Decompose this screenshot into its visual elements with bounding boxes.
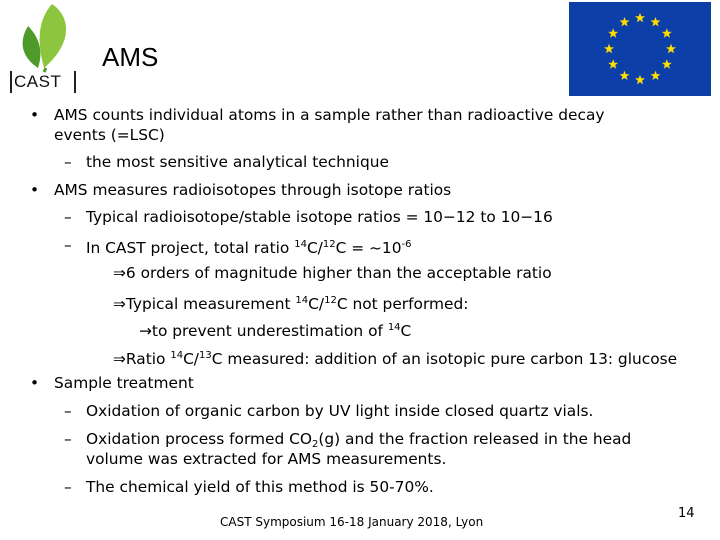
- implies-item: ⇒Typical measurement $^{14}$C/$^{12}$C not performed:: [113, 295, 469, 313]
- arrow-item: →to prevent underestimation of $^{14}$C: [139, 322, 412, 340]
- dash-icon: –: [64, 236, 72, 254]
- bullet-icon: •: [30, 374, 40, 392]
- implies-item: ⇒6 orders of magnitude higher than the acceptable ratio: [113, 264, 552, 282]
- sub-bullet: The chemical yield of this method is 50-70%.: [86, 478, 434, 496]
- dash-icon: –: [64, 430, 72, 448]
- dash-icon: –: [64, 402, 72, 420]
- dash-icon: –: [64, 153, 72, 171]
- bullet-icon: •: [30, 181, 40, 199]
- implies-icon: ⇒: [113, 295, 126, 313]
- bullet-text: AMS measures radioisotopes through isotope ratios: [54, 181, 452, 199]
- implies-icon: ⇒: [113, 350, 126, 368]
- star-icon: [604, 44, 614, 53]
- page-number: 14: [678, 506, 695, 521]
- logo-text: CAST: [14, 72, 62, 91]
- slide-title: AMS: [102, 42, 159, 72]
- bullet-text: Sample treatment: [54, 374, 194, 392]
- eu-stars-icon: [569, 2, 711, 96]
- star-icon: [620, 17, 630, 26]
- star-icon: [651, 17, 661, 26]
- bullet-icon: •: [30, 106, 40, 124]
- sub-bullet: Oxidation of organic carbon by UV light inside closed quartz vials.: [86, 402, 594, 420]
- arrow-icon: →: [139, 322, 152, 340]
- star-icon: [651, 71, 661, 80]
- sub-bullet-cont: volume was extracted for AMS measurements.: [86, 450, 447, 468]
- sub-bullet: the most sensitive analytical technique: [86, 153, 389, 171]
- dash-icon: –: [64, 208, 72, 226]
- star-icon: [608, 28, 618, 37]
- dash-icon: –: [64, 478, 72, 496]
- bullet-text: AMS counts individual atoms in a sample rather than radioactive decay: [54, 106, 605, 124]
- eu-flag: [569, 2, 711, 96]
- star-icon: [635, 75, 645, 84]
- leaf-logo-icon: [8, 2, 80, 74]
- star-icon: [662, 59, 672, 68]
- footer-text: CAST Symposium 16-18 January 2018, Lyon: [220, 515, 484, 529]
- implies-item: ⇒Ratio $^{14}$C/$^{13}$C measured: addition of an isotopic pure carbon 13: glucose: [113, 350, 678, 368]
- implies-icon: ⇒: [113, 264, 126, 282]
- star-icon: [620, 71, 630, 80]
- star-icon: [608, 59, 618, 68]
- bullet-text-cont: events (=LSC): [54, 126, 165, 144]
- sub-bullet: Typical radioisotope/stable isotope ratios = 10−12 to 10−16: [86, 208, 553, 226]
- star-icon: [666, 44, 676, 53]
- sub-bullet: Oxidation process formed $CO_2(g)$ and the fraction released in the head: [86, 430, 632, 450]
- star-icon: [635, 13, 645, 22]
- sub-bullet-ratio: In CAST project, total ratio $^{14}C/^{12}C = \sim 10^{-6}$: [86, 239, 412, 257]
- star-icon: [662, 28, 672, 37]
